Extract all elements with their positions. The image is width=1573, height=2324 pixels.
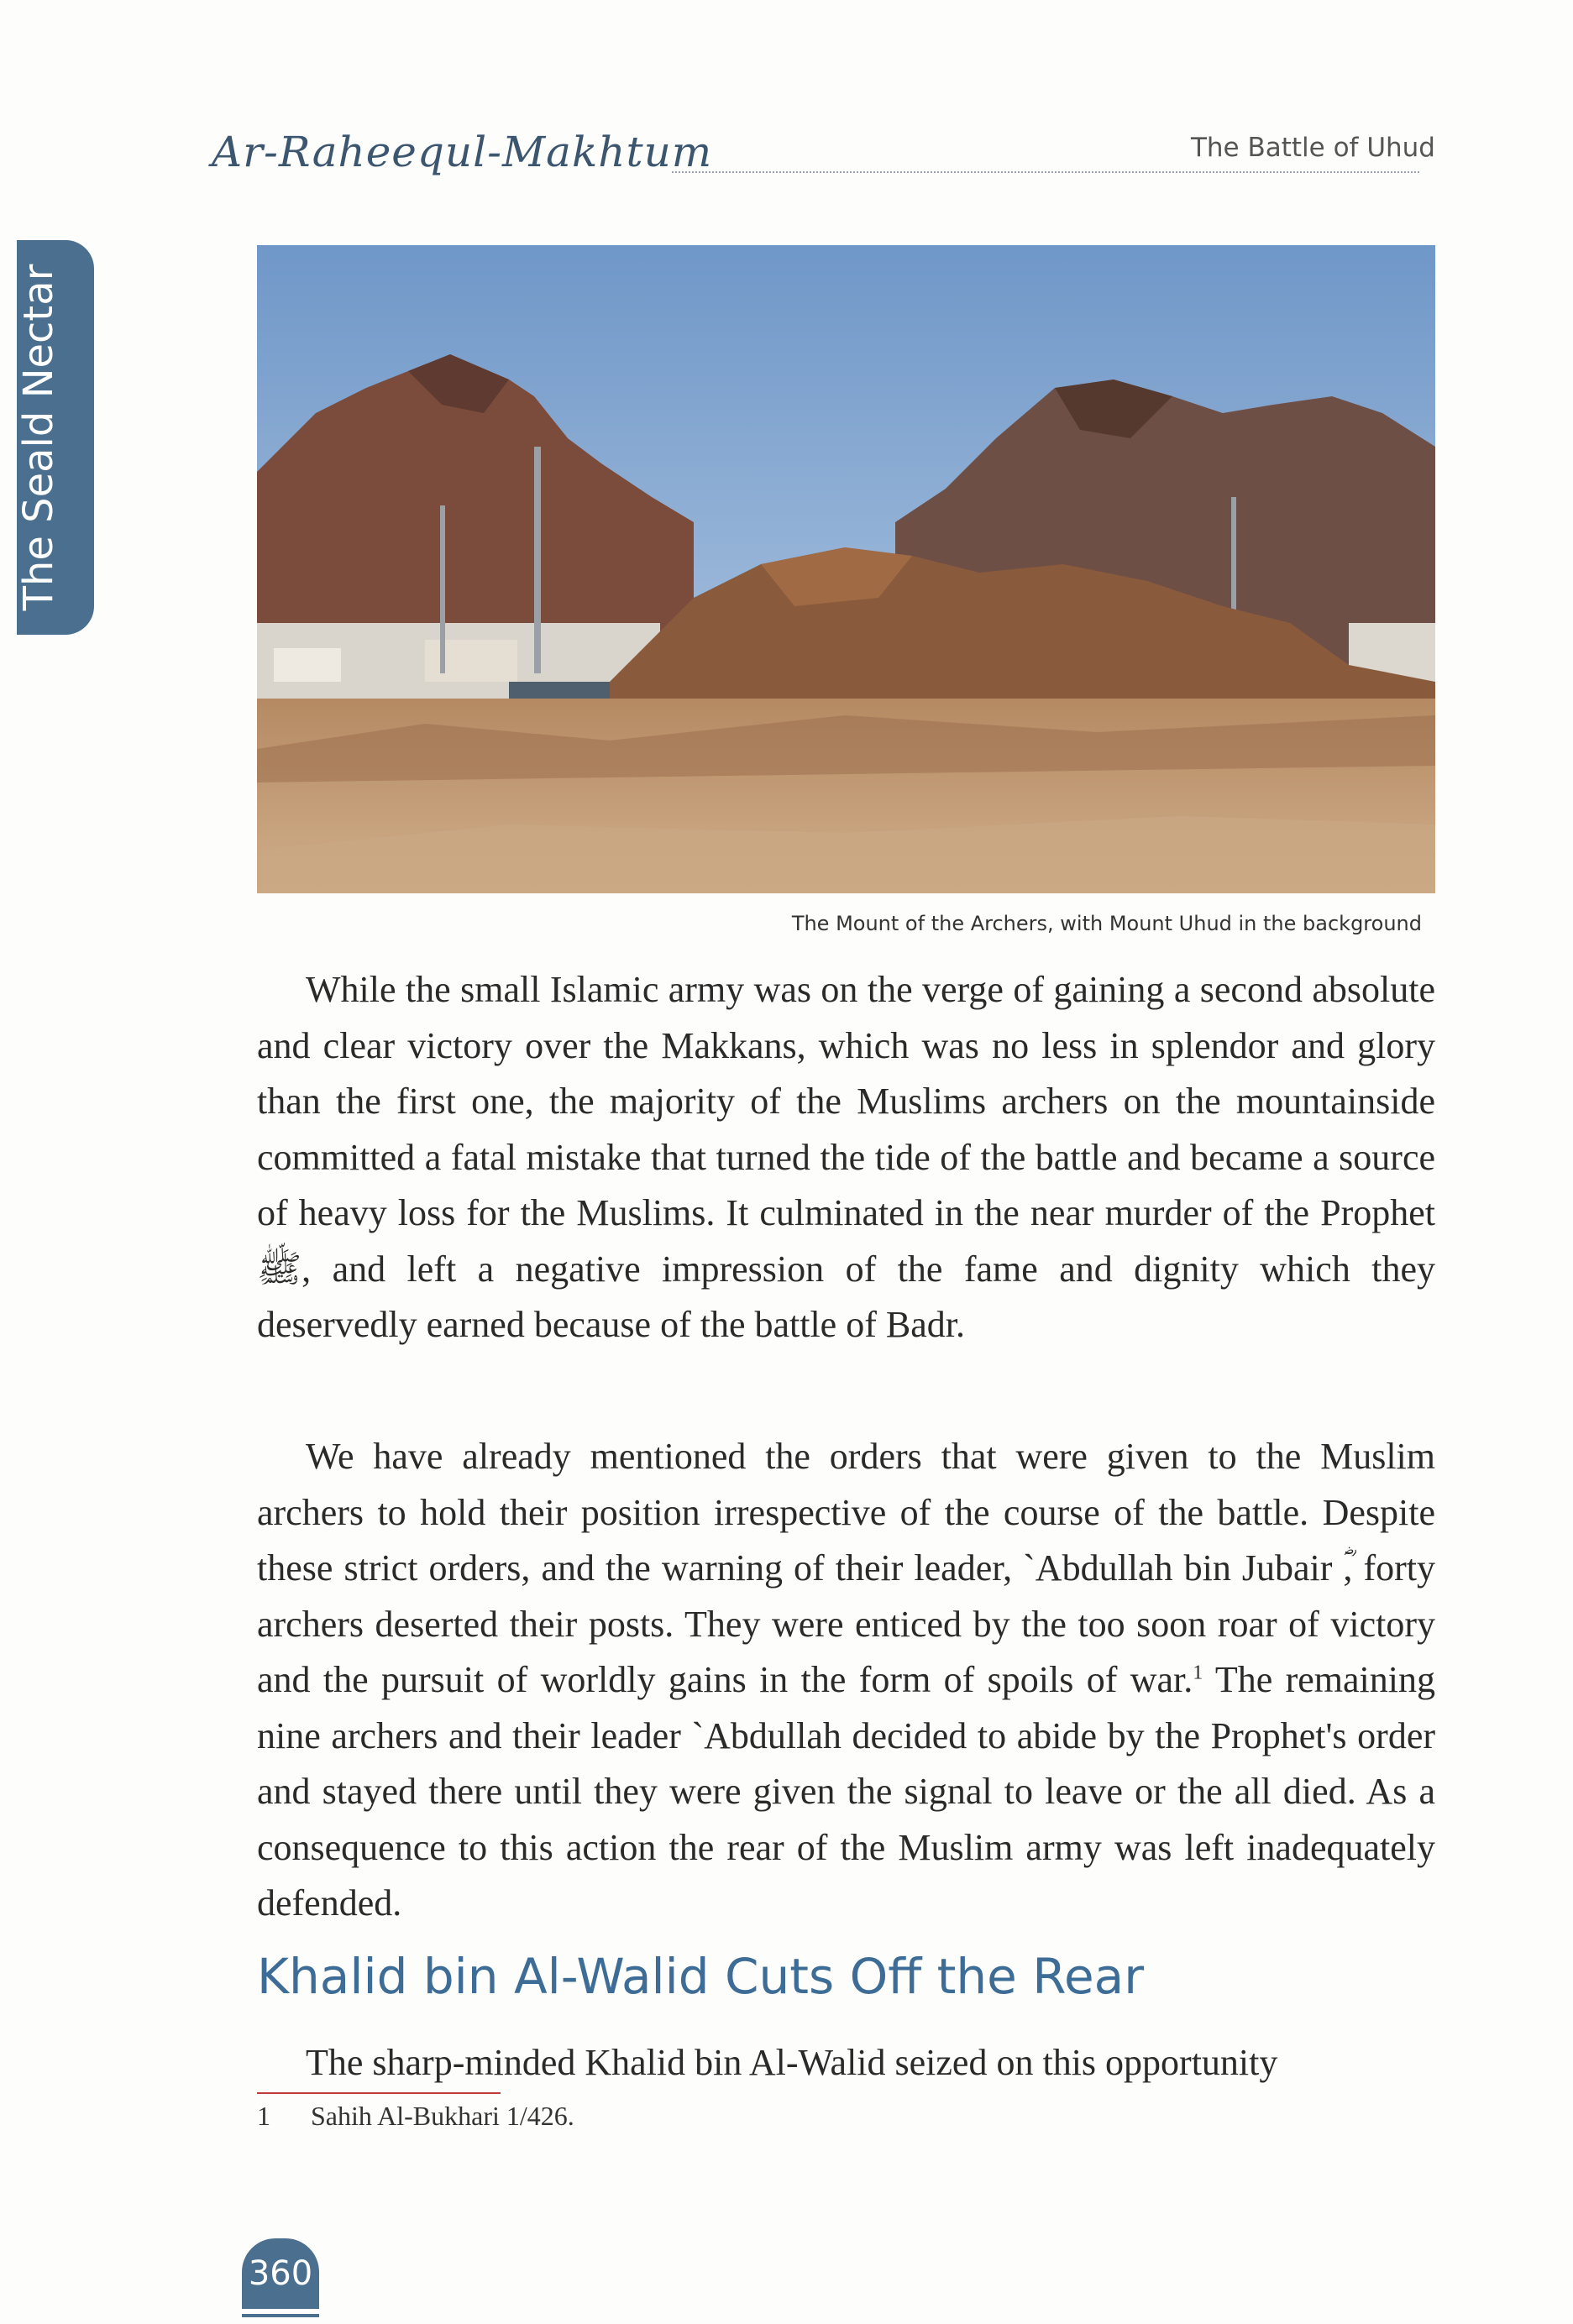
page-number-underline — [242, 2314, 319, 2317]
footnote-text: Sahih Al-Bukhari 1/426. — [311, 2101, 574, 2131]
footnote — [257, 2101, 574, 2132]
section-opening-line: The sharp-minded Khalid bin Al-Walid seized on this opportunity — [306, 2042, 1278, 2083]
mountain-photo — [257, 245, 1435, 893]
page-number: 360 — [242, 2238, 319, 2309]
section-heading: Khalid bin Al-Walid Cuts Off the Rear — [257, 1948, 1145, 2005]
paragraph-2 — [257, 1429, 1435, 1932]
figure-caption: The Mount of the Archers, with Mount Uhud in the background — [791, 912, 1422, 935]
running-header-chapter: The Battle of Uhud — [1190, 133, 1435, 163]
footnote-divider — [257, 2092, 501, 2094]
paragraph-1: While the small Islamic army was on the verge of gaining a second absolute and clear victory over the Makkans, which was no less in splendor and glory than the first one, the majority of the Muslims archers on the mountainside committed a fatal mistake that turned the tide of the battle and became a source of heavy loss for the Muslims. It culminated in the near murder of the Prophet ﷺ, and left a negative impression of the fame and dignity which they deservedly earned because of the battle of Badr. — [257, 969, 1435, 1345]
footnote-marker: 1 — [1193, 1662, 1203, 1684]
footnote-number: 1 — [257, 2101, 270, 2131]
header-dotted-rule — [672, 171, 1419, 173]
running-header-book-title: Ar-Raheequl-Makhtum — [212, 128, 713, 176]
paragraph-2-continued: The remaining nine archers and their leader `Abdullah decided to abide by the Prophet's order and stayed there until they were given the signal to leave or the all died. As a consequence to this action the rear of the Muslim army was left inadequately defended. — [257, 1659, 1435, 1924]
paragraph-2-text: We have already mentioned the orders that were given to the Muslim archers to hold their position irrespective of the course of the battle. Despite these strict orders, and the warning of their leader, `Abdullah bin Jubair ؓ, forty archers deserted their posts. They were enticed by the too soon roar of victory and the pursuit of worldly gains in the form of spoils of war. — [257, 1436, 1435, 1700]
side-tab-label: The Seald Nectar — [15, 264, 62, 611]
